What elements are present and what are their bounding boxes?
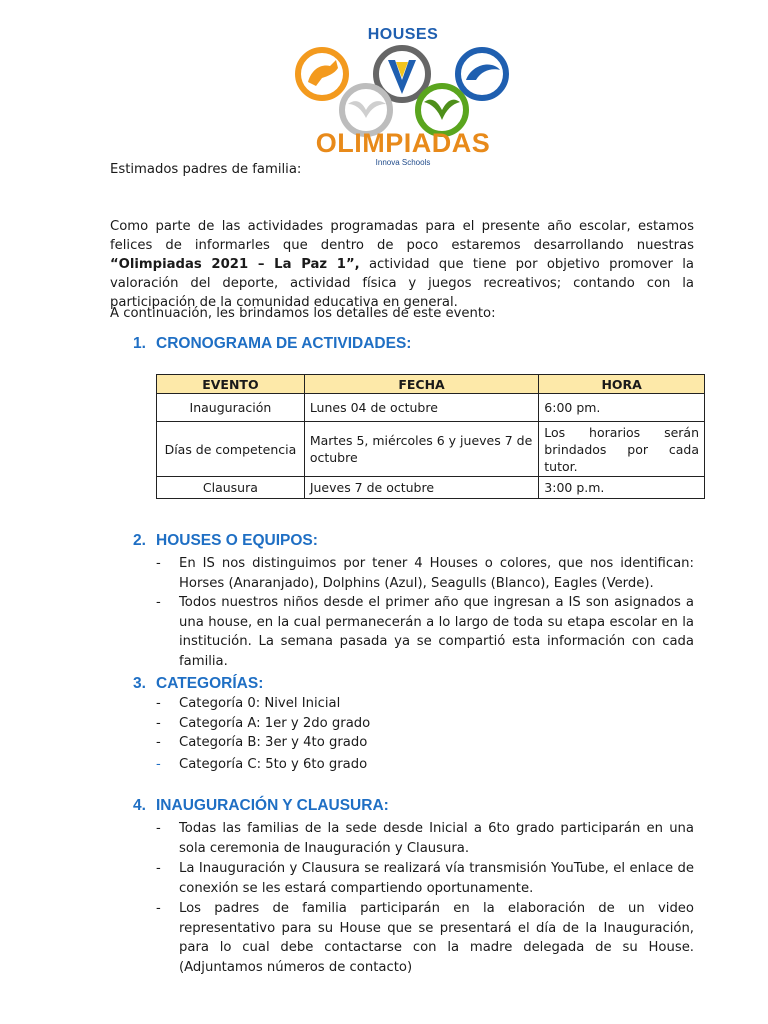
details-intro: A continuación, les brindamos los detalles de este evento:	[110, 306, 496, 321]
table-cell: Jueves 7 de octubre	[304, 477, 538, 499]
houses-list	[156, 554, 694, 671]
table-header: HORA	[539, 375, 705, 394]
section-title: CATEGORÍAS:	[156, 675, 264, 692]
table-row	[157, 477, 705, 499]
list-item	[156, 755, 694, 775]
bullet-dash: -	[156, 556, 161, 571]
section-title: INAUGURACIÓN Y CLAUSURA:	[156, 797, 389, 814]
section-title: CRONOGRAMA DE ACTIVIDADES:	[156, 335, 412, 352]
intro-paragraph	[110, 217, 694, 312]
section-number: 2.	[133, 532, 146, 549]
table-cell: Martes 5, miércoles 6 y jueves 7 de octubre	[304, 422, 538, 477]
section-heading-categorias	[133, 675, 263, 693]
list-item	[156, 694, 694, 714]
list-item	[156, 593, 694, 671]
table-cell: Clausura	[157, 477, 305, 499]
list-item-text: En IS nos distinguimos por tener 4 Houses o colores, que nos identifican: Horses (Anaranjado), Dolphins (Azul), Seagulls (Blanco), Eagles (Verde).	[179, 556, 694, 591]
section-number: 1.	[133, 335, 146, 352]
table-header-row	[157, 375, 705, 394]
table-row	[157, 394, 705, 422]
bullet-dash: -	[156, 735, 161, 750]
table-header: EVENTO	[157, 375, 305, 394]
list-item-text: Categoría B: 3er y 4to grado	[179, 735, 368, 750]
list-item-text: Categoría 0: Nivel Inicial	[179, 696, 341, 711]
section-heading-inauguracion	[133, 797, 389, 815]
list-item-text: Categoría C: 5to y 6to grado	[179, 756, 368, 772]
bullet-dash: -	[156, 821, 161, 836]
logo-subtitle: Innova Schools	[375, 158, 431, 167]
table-cell: Lunes 04 de octubre	[304, 394, 538, 422]
list-item	[156, 554, 694, 593]
list-item	[156, 899, 694, 977]
table-header: FECHA	[304, 375, 538, 394]
schedule-table	[156, 374, 705, 499]
list-item-text: Categoría A: 1er y 2do grado	[179, 715, 371, 731]
table-cell: 6:00 pm.	[539, 394, 705, 422]
section-title: HOUSES O EQUIPOS:	[156, 532, 318, 549]
logo-houses-text: HOUSES	[367, 26, 439, 43]
section-heading-cronograma	[133, 335, 411, 353]
olimpiadas-logo	[292, 24, 514, 169]
list-item-text: Todos nuestros niños desde el primer año que ingresan a IS son asignados a una house, en la cual permanecerán a lo largo de toda su etapa escolar en la institución. La semana pasada ya se compartió esta información con cada familia.	[179, 595, 694, 669]
section-heading-houses	[133, 532, 318, 550]
list-item	[156, 733, 694, 753]
intro-event-name: “Olimpiadas 2021 – La Paz 1”,	[110, 257, 360, 272]
section-number: 3.	[133, 675, 146, 692]
inauguracion-list	[156, 819, 694, 977]
list-item	[156, 819, 694, 858]
intro-text-2: actividad que tiene por objetivo promover la valoración del deporte, actividad física y juegos recreativos; contando con la participación de la comunidad educativa en general.	[110, 257, 694, 310]
bullet-dash: -	[156, 901, 161, 916]
list-item-text: La Inauguración y Clausura se realizará vía transmisión YouTube, el enlace de conexión se les estará compartiendo oportunamente.	[179, 861, 694, 896]
bullet-dash: -	[156, 715, 161, 731]
bullet-dash: -	[156, 696, 161, 711]
list-item-text: Todas las familias de la sede desde Inicial a 6to grado participarán en una sola ceremonia de Inauguración y Clausura.	[179, 821, 694, 856]
section-number: 4.	[133, 797, 146, 814]
list-item-text: Los padres de familia participarán en la elaboración de un video representativo para su House que se presentará el día de la Inauguración, para lo cual debe contactarse con la madre delegada de su House. (Adjuntamos números de contacto)	[179, 901, 694, 975]
categorias-list	[156, 694, 694, 774]
table-cell: Los horarios serán brindados por cada tutor.	[539, 422, 705, 477]
list-item	[156, 714, 694, 734]
table-cell: 3:00 p.m.	[539, 477, 705, 499]
intro-text-1: Como parte de las actividades programadas para el presente año escolar, estamos felices de informarles que dentro de poco estaremos desarrollando nuestras	[110, 219, 694, 253]
bullet-dash: -	[156, 861, 161, 876]
list-item	[156, 859, 694, 898]
bullet-dash: -	[156, 595, 161, 610]
table-cell: Días de competencia	[157, 422, 305, 477]
bullet-dash: -	[156, 756, 161, 772]
table-cell: Inauguración	[157, 394, 305, 422]
table-row	[157, 422, 705, 477]
greeting: Estimados padres de familia:	[110, 162, 302, 177]
logo-title: OLIMPIADAS	[315, 128, 491, 158]
